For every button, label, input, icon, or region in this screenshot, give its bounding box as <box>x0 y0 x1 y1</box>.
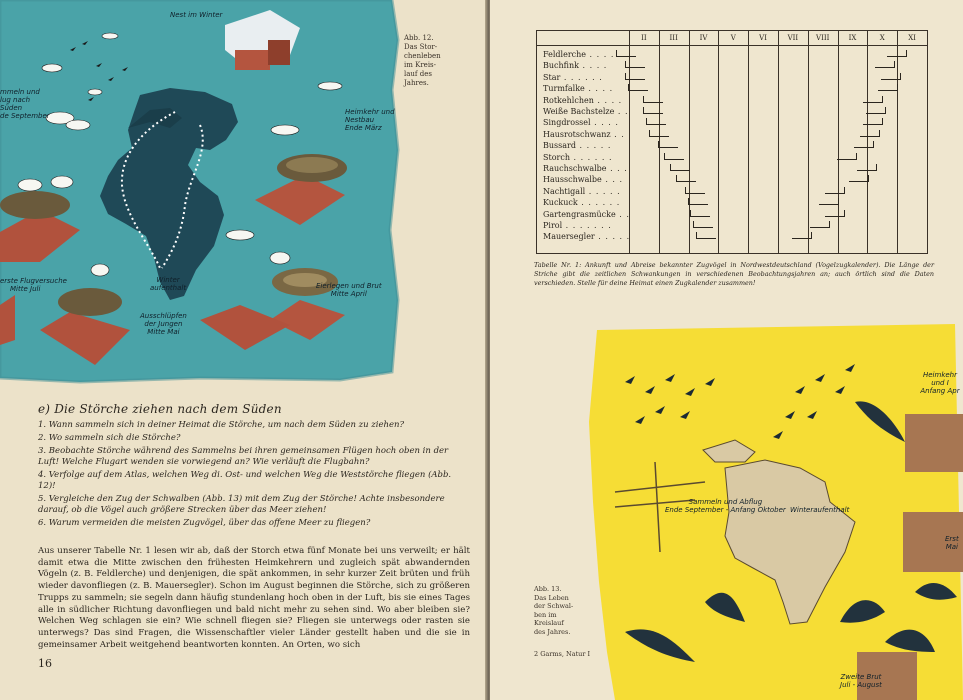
label-first-flight-line: erste Flugversuche <box>0 277 67 285</box>
caption-line: Kreislauf <box>534 619 564 627</box>
arrival-bar <box>649 136 669 137</box>
bird-name-text: Gartengrasmücke <box>543 209 616 219</box>
caption-line: der Schwal- <box>534 602 574 610</box>
table-header-divider <box>537 45 927 46</box>
month-divider <box>838 31 839 253</box>
leader-dots: . . . . . . <box>560 72 603 82</box>
month-header: VII <box>787 34 799 42</box>
bird-name <box>543 153 612 163</box>
question-item: 5. Vergleiche den Zug der Schwalben (Abb. 13) mit dem Zug der Störche! Achte insbesondere darauf, ob die Vögel auch größere Strecken über das Meer ziehen! <box>38 494 445 515</box>
label-gather <box>0 88 50 120</box>
departure-tick <box>856 153 857 160</box>
leader-dots: . . <box>610 129 625 139</box>
month-divider <box>718 31 719 253</box>
month-divider <box>689 31 690 253</box>
leader-dots: . . . . <box>590 118 619 128</box>
caption-line: Abb. 12. <box>404 34 434 42</box>
bird-name <box>543 84 613 94</box>
departure-bar <box>792 238 812 239</box>
departure-tick <box>829 221 830 228</box>
label-winter-line: Winter <box>156 276 180 284</box>
leader-dots: . . . . <box>584 84 614 94</box>
label-first-flight-line: Mitte Juli <box>10 285 41 293</box>
month-header: XI <box>908 34 916 42</box>
figure-caption-13 <box>534 585 582 636</box>
leader-dots: . . <box>615 209 630 219</box>
arrival-bar <box>676 181 696 182</box>
bird-name-text: Nachtigall <box>543 186 586 196</box>
arrival-bar <box>643 102 663 103</box>
month-header: VI <box>759 34 767 42</box>
bird-name-text: Weiße Bachstelze <box>543 107 615 116</box>
arrival-bar <box>625 79 645 80</box>
departure-bar <box>854 147 874 148</box>
month-divider <box>897 31 898 253</box>
stork-life-cycle-illustration <box>0 0 400 385</box>
departure-tick <box>906 50 907 57</box>
bird-name <box>543 232 630 242</box>
month-header: VIII <box>816 34 830 42</box>
leader-dots: . . . . <box>593 95 623 105</box>
bird-name <box>543 187 621 197</box>
label-swallow-return-line: Heimkehr und I <box>922 371 957 387</box>
bird-name-text: Hausschwalbe <box>543 175 602 185</box>
bird-name <box>543 107 629 117</box>
question-item: 3. Beobachte Störche während des Sammelns bei ihren gemeinsamen Flügen hoch oben in der Luft! Welche Flugart wenden sie vorwiegend an? Wie verläuft die Flugbahn? <box>38 446 449 467</box>
departure-tick <box>844 210 845 217</box>
arrival-bar <box>696 238 716 239</box>
departure-bar <box>849 181 869 182</box>
departure-tick <box>838 198 839 205</box>
arrival-bar <box>646 124 666 125</box>
label-hatch <box>140 312 187 336</box>
arrival-bar <box>658 147 678 148</box>
label-eggs-line: Mitte April <box>330 290 367 298</box>
arrival-tick <box>658 141 659 148</box>
label-gather-line: lug nach <box>0 96 31 104</box>
month-header: II <box>641 34 647 42</box>
departure-tick <box>811 232 812 239</box>
month-header: IV <box>699 34 708 42</box>
month-header: III <box>669 34 678 42</box>
caption-line: chenleben <box>404 52 441 60</box>
label-hatch-line: Mitte Mai <box>147 328 180 336</box>
question-list <box>38 420 470 531</box>
bird-name <box>543 141 611 151</box>
departure-tick <box>882 96 883 103</box>
leader-dots: . . . . . <box>575 141 612 151</box>
month-header: IX <box>848 34 857 42</box>
table-caption <box>534 261 934 288</box>
caption-line: im Kreis- <box>404 61 437 69</box>
month-divider <box>867 31 868 253</box>
departure-tick <box>876 164 877 171</box>
leader-dots: . . <box>614 107 629 116</box>
leader-dots: . . . . . <box>585 186 621 196</box>
departure-bar <box>863 124 883 125</box>
departure-tick <box>882 118 883 125</box>
label-gather-line: Süden <box>0 104 23 112</box>
label-eggs-line: Eierlegen und Brut <box>316 282 382 290</box>
label-first-flight <box>0 277 67 293</box>
departure-tick <box>844 187 845 194</box>
arrival-bar <box>688 204 708 205</box>
arrival-tick <box>625 61 626 68</box>
label-swallow-first-line: Erst <box>945 535 959 543</box>
arrival-bar <box>690 216 710 217</box>
label-return-line: Nestbau <box>345 116 375 124</box>
page-footer: 2 Garms, Natur I <box>534 650 591 658</box>
departure-bar <box>819 204 839 205</box>
migration-calendar-table <box>536 30 928 254</box>
bird-name <box>543 130 625 140</box>
arrival-tick <box>685 187 686 194</box>
departure-bar <box>881 79 901 80</box>
month-divider <box>629 31 630 253</box>
arrival-bar <box>643 113 663 114</box>
departure-tick <box>879 130 880 137</box>
leader-dots: . . . . . <box>594 232 631 242</box>
arrival-tick <box>625 73 626 80</box>
leader-dots: . . . . . . <box>569 152 613 162</box>
bird-name-text: Rauchschwalbe <box>543 164 607 173</box>
label-swallow-second-line: Juli - August <box>840 681 882 689</box>
label-winter <box>150 276 186 292</box>
month-divider <box>778 31 779 253</box>
arrival-tick <box>693 221 694 228</box>
label-gather-line: de September <box>0 112 50 120</box>
label-swallow-gather-line: Sammeln und Abflug <box>688 498 763 506</box>
departure-tick <box>885 107 886 114</box>
arrival-bar <box>616 56 636 57</box>
bird-name <box>543 96 622 106</box>
departure-bar <box>857 170 877 171</box>
leader-dots: . . . . <box>579 61 608 71</box>
arrival-tick <box>690 210 691 217</box>
page-number: 16 <box>38 657 52 670</box>
arrival-bar <box>670 170 690 171</box>
label-swallow-second-line: Zweite Brut <box>840 673 882 681</box>
arrival-tick <box>628 84 629 91</box>
label-hatch-line: der Jungen <box>144 320 183 328</box>
departure-tick <box>868 175 869 182</box>
bird-name-text: Mauersegler <box>543 232 595 242</box>
departure-bar <box>837 159 857 160</box>
departure-bar <box>863 102 883 103</box>
month-divider <box>659 31 660 253</box>
arrival-tick <box>649 130 650 137</box>
departure-bar <box>810 227 830 228</box>
month-divider <box>808 31 809 253</box>
departure-bar <box>825 193 845 194</box>
departure-tick <box>894 61 895 68</box>
departure-bar <box>860 136 880 137</box>
label-return-line: Heimkehr und <box>345 108 395 116</box>
departure-tick <box>897 84 898 91</box>
departure-bar <box>878 90 898 91</box>
caption-line: Jahres. <box>404 79 429 87</box>
table-caption-lead: Tabelle Nr. 1: <box>534 261 582 269</box>
label-swallow-winter: Winteraufenthalt <box>790 506 850 514</box>
arrival-tick <box>688 198 689 205</box>
bird-name <box>543 118 619 128</box>
bird-name-text: Storch <box>543 152 570 162</box>
departure-tick <box>873 141 874 148</box>
label-eggs <box>316 282 382 298</box>
bird-name <box>543 164 628 174</box>
caption-line: Das Stor- <box>404 43 438 51</box>
departure-bar <box>875 67 895 68</box>
label-gather-line: mmeln und <box>0 88 40 96</box>
bird-name <box>543 50 614 60</box>
bird-name <box>543 61 607 71</box>
bird-name <box>543 73 603 83</box>
label-winter-line: aufenthalt <box>150 284 187 292</box>
bird-name-text: Hausrotschwanz <box>543 129 611 139</box>
arrival-tick <box>646 118 647 125</box>
label-swallow-return-line: Anfang Apr <box>920 387 960 395</box>
departure-bar <box>866 113 886 114</box>
section-heading: e) Die Störche ziehen nach dem Süden <box>38 402 282 416</box>
arrival-bar <box>625 67 645 68</box>
arrival-bar <box>693 227 713 228</box>
label-hatch-line: Ausschlüpfen <box>140 312 187 320</box>
body-paragraph: Aus unserer Tabelle Nr. 1 lesen wir ab, daß der Storch etwa fünf Monate bei uns verweilt; er hält damit etwa die Mitte zwischen den frühesten Heimkehrern und zugleich spät abwandernden Vögeln (z. B. Feldlerche) und denjenigen, die spät ankommen, in sehr kurzer Zeit brüten und früh wieder davonfliegen (z. B. Mauersegler). Schon im August beginnen die Störche, sich zu größeren Trupps zu sammeln; sie segeln dann häufig stundenlang hoch oben in der Luft, bis sie eines Tages alle in südlicher Richtung davonfliegen und bald nicht mehr zu sehen sind. Wo aber bleiben sie? Welchen Weg schlagen sie ein? Wie schnell fliegen sie? Fliegen sie unterwegs oder rasten sie unterwegs? Das sind Fragen, die Wissenschaftler vieler Länder gestellt haben und die sie in gemeinsamer Arbeit weitgehend beantworten konnten. An Orten, wo sich <box>38 546 470 650</box>
label-swallow-gather-line: Ende September - Anfang Oktober <box>665 506 786 514</box>
leader-dots: . . . . <box>586 50 615 59</box>
label-swallow-second <box>840 673 882 689</box>
bird-name-text: Star <box>543 72 561 82</box>
arrival-tick <box>676 175 677 182</box>
caption-line: Abb. 13. <box>534 585 562 593</box>
arrival-tick <box>643 96 644 103</box>
label-swallow-first-line: Mai <box>945 543 958 551</box>
label-swallow-return <box>917 371 963 395</box>
bird-name <box>543 210 630 220</box>
departure-tick <box>900 73 901 80</box>
question-item: 1. Wann sammeln sich in deiner Heimat die Störche, um nach dem Süden zu ziehen? <box>38 420 405 430</box>
bird-name-text: Singdrossel <box>543 118 591 128</box>
caption-line: lauf des <box>404 70 432 78</box>
bird-name-text: Feldlerche <box>543 50 587 59</box>
caption-line: ben im <box>534 610 557 619</box>
question-item: 6. Warum vermeiden die meisten Zugvögel, über das offene Meer zu fliegen? <box>38 518 371 528</box>
arrival-tick <box>670 164 671 171</box>
leader-dots: . . . <box>601 175 624 185</box>
arrival-bar <box>664 159 684 160</box>
bird-name-text: Bussard <box>543 141 576 151</box>
leader-dots: . . . <box>606 164 628 173</box>
label-swallow-first <box>945 535 959 551</box>
bird-name-text: Kuckuck <box>543 198 578 208</box>
caption-line: Das Leben <box>534 593 569 602</box>
caption-line: des Jahres. <box>534 627 571 636</box>
figure-caption-12 <box>404 34 441 88</box>
question-item: 4. Verfolge auf dem Atlas, welchen Weg di. Ost- und welchen Weg die Weststörche fliegen (Abb. 12)! <box>38 470 452 491</box>
label-nest-winter: Nest im Winter <box>170 11 223 19</box>
leader-dots: . . . . . . . <box>562 221 612 230</box>
arrival-tick <box>664 153 665 160</box>
bird-name <box>543 175 623 185</box>
arrival-bar <box>628 90 648 91</box>
departure-bar <box>825 216 845 217</box>
bird-name-text: Rotkehlchen <box>543 95 594 105</box>
arrival-tick <box>616 50 617 57</box>
bird-name <box>543 221 612 231</box>
bird-name-text: Buchfink <box>543 61 579 71</box>
arrival-bar <box>685 193 705 194</box>
label-return <box>345 108 395 132</box>
arrival-tick <box>696 232 697 239</box>
bird-name-text: Pirol <box>543 221 563 230</box>
leader-dots: . . . . . . <box>577 198 621 208</box>
arrival-tick <box>643 107 644 114</box>
table-caption-text: Ankunft und Abreise bekannter Zugvögel in Nordwestdeutschland (Vogelzugkalender). Die Länge der Striche gibt die zeitlichen Schwankungen in verschiedenen Beobachtungsjahren an; auch örtlich sind die Daten verschieden. Stelle für deine Heimat einen Zugkalender zusammen! <box>534 261 935 287</box>
label-swallow-gather <box>665 498 786 514</box>
departure-bar <box>887 56 907 57</box>
bird-name-text: Turmfalke <box>543 84 585 94</box>
right-page <box>490 0 963 700</box>
month-header: V <box>730 34 736 42</box>
label-return-line: Ende März <box>345 124 382 132</box>
month-divider <box>748 31 749 253</box>
question-item: 2. Wo sammeln sich die Störche? <box>38 433 181 443</box>
bird-name <box>543 198 620 208</box>
month-header: X <box>879 34 885 42</box>
